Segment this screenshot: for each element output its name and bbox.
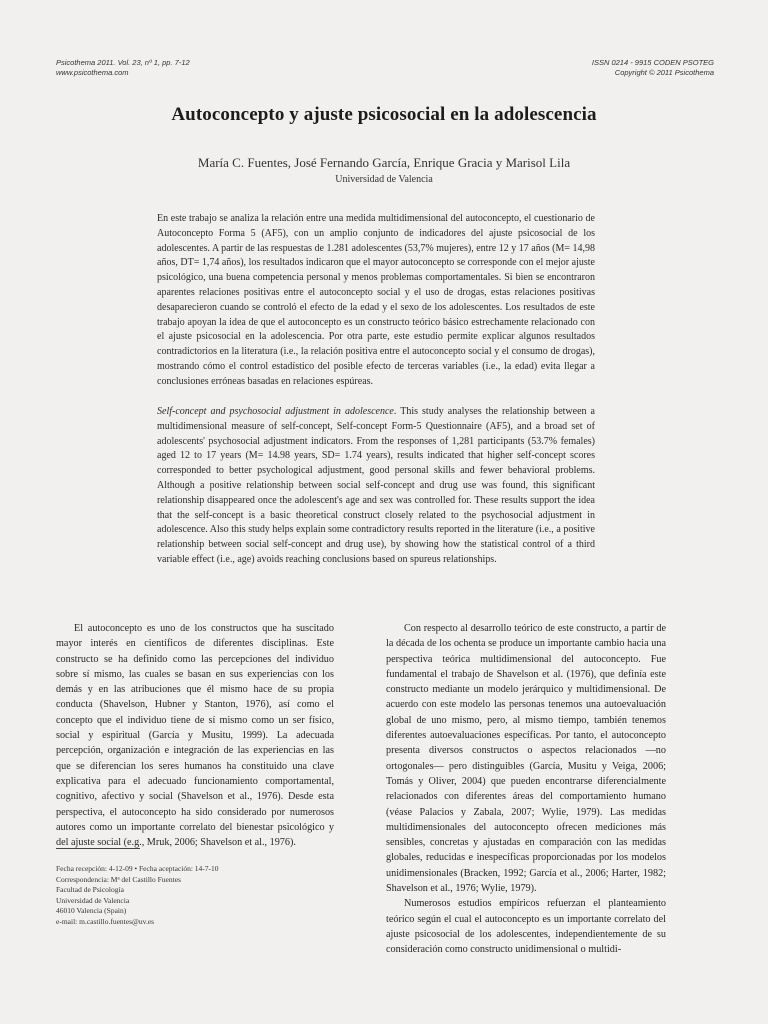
body-paragraph: Con respecto al desarrollo teórico de este constructo, a partir de la década de los ochenta se produce un importante cambio hacia una perspectiva teórica multidimensional del autoconcepto. Fue fundamental el trabajo de Shavelson et al. (1976), que definía este constructo mediante un modelo jerárquico y multidimensional. De acuerdo con este modelo las personas tenemos una autoevaluación global de uno mismo, pero, al mismo tiempo, también tenemos diferentes autoevaluaciones específicas. Por tanto, el autoconcepto presenta diversos constructos o aspectos relacionados —no ortogonales— pero distinguibles (García, Musitu y Veiga, 2006; Tomás y Oliver, 2004) que pueden encontrarse diferencialmente relacionados con diferentes áreas del comportamiento humano (véase Palacios y Zabala, 2007; Wylie, 1979). Las medidas multidimensionales del autoconcepto ofrecen mediciones más sensibles, concretas y ajustadas en comparación con las medidas globales, reducidas e inespecíficas proporcionadas por los modelos unidimensionales (Bracken, 1992; García et al., 2006; Harter, 1982; Shavelson et al., 1976; Wylie, 1979). xyxy=(386,623,666,895)
footnote-divider xyxy=(56,848,140,849)
article-title: Autoconcepto y ajuste psicosocial en la adolescencia xyxy=(171,104,597,125)
abstract-spanish: En este trabajo se analiza la relación entre una medida multidimensional del autoconcepto, el cuestionario de Autoconcepto Forma 5 (AF5), con un amplio conjunto de indicadores del ajuste psicosocial de los adolescentes. A partir de las respuestas de 1.281 adolescentes (53,7% mujeres), entre 12 y 17 años (M= 14,98 años, DT= 1,74 años), los resultados indicaron que el mayor autoconcepto se corresponde con el mejor ajuste psicológico, una buena competencia personal y menos problemas comportamentales. Si bien se encontraron aparentes relaciones positivas entre el autoconcepto social y el uso de drogas, estas relaciones positivas desaparecieron cuando se controló el efecto de la edad y el sexo de los adolescentes. Los resultados de este trabajo apoyan la idea de que el autoconcepto es un constructo teórico básico estrechamente relacionado con el ajuste psicosocial en la adolescencia. Por otra parte, este estudio permite explicar algunos resultados contradictorios en la literatura (i.e., la relación positiva entre el autoconcepto social y el consumo de drogas), mostrando cómo el control estadístico del posible efecto de terceras variables (i.e., la edad) evita llegar a conclusiones erróneas basadas en relaciones espúreas. xyxy=(157,213,595,387)
correspondence-faculty: Facultad de Psicología xyxy=(56,885,124,894)
body-column-left xyxy=(56,621,334,850)
body-column-right xyxy=(386,621,666,958)
body-paragraph: Numerosos estudios empíricos refuerzan el planteamiento teórico según el cual el autoconcepto es un importante correlato del ajuste psicosocial de los adolescentes, independientemente de su consideración como constructo unidimensional o multidi- xyxy=(386,898,666,956)
journal-citation: Psicothema 2011. Vol. 23, nº 1, pp. 7-12 xyxy=(56,58,190,67)
correspondence-author: Correspondencia: Mª del Castillo Fuentes xyxy=(56,874,181,884)
received-accepted-dates: Fecha recepción: 4-12-09 • Fecha aceptación: 14-7-10 xyxy=(56,864,219,873)
correspondence-university: Universidad de Valencia xyxy=(56,895,130,905)
correspondence-city: 46010 Valencia (Spain) xyxy=(56,906,127,915)
abstract-english xyxy=(157,405,595,568)
issn-line: ISSN 0214 - 9915 CODEN PSOTEG xyxy=(591,58,714,67)
abstract-english-title: Self-concept and psychosocial adjustment in adolescence xyxy=(157,406,394,417)
correspondence-footnote xyxy=(56,864,219,927)
author-affiliation: Universidad de Valencia xyxy=(335,174,433,185)
body-paragraph: El autoconcepto es uno de los constructos que ha suscitado mayor interés en científicos de diferentes disciplinas. Este constructo se ha definido como las percepciones del individuo sobre sí mismo, las cuales se basan en sus experiencias con los demás y en las atribuciones que él mismo hace de su propia conducta (Shavelson, Hubner y Stanton, 1976), así como el concepto que el individuo tiene de sí mismo como un ser físico, social y espiritual (García y Musitu, 1999). La adecuada percepción, organización e integración de las experiencias en las que se diferencian los seres humanos ha constituido una clave explicativa para el adecuado funcionamiento comportamental, cognitivo, afectivo y social (Shavelson et al., 1976). Desde esta perspectiva, el autoconcepto ha sido considerado por numerosos autores como un importante correlato del bienestar psicológico y del ajuste social (e.g., Mruk, 2006; Shavelson et al., 1976). xyxy=(56,623,334,849)
article-authors: María C. Fuentes, José Fernando García, Enrique Gracia y Marisol Lila xyxy=(197,155,571,170)
abstract-english-body: . This study analyses the relationship between a multidimensional measure of self-concept, Self-concept Form-5 Questionnaire (AF5), and a broad set of adolescents' psychosocial adjustment indicators. From the responses of 1,281 participants (53.7% females) aged 12 to 17 years (M= 14.98 years, SD= 1.74 years), results indicated that higher self-concept scores corresponded to better psychological adjustment, good personal skills and fewer behavioral problems. Although a positive relationship between social self-concept and drug use was found, this significant relationship disappeared once the adolescent's age and sex was controlled for. These results support the idea that the self-concept is a basic theoretical construct closely related to the psychosocial adjustment in adolescence. Also this study helps explain some contradictory results reported in the literature (i.e., a positive relationship between social self-concept and drug use), by showing how the statistical control of a third variable effect (i.e., age) avoids reaching conclusions based on spureus relationships. xyxy=(157,406,595,565)
copyright-line: Copyright © 2011 Psicothema xyxy=(614,67,714,77)
running-header-right xyxy=(592,58,714,77)
running-header-left xyxy=(56,58,190,77)
correspondence-email[interactable]: e-mail: m.castillo.fuentes@uv.es xyxy=(56,916,155,926)
journal-website-link[interactable]: www.psicothema.com xyxy=(56,67,129,77)
